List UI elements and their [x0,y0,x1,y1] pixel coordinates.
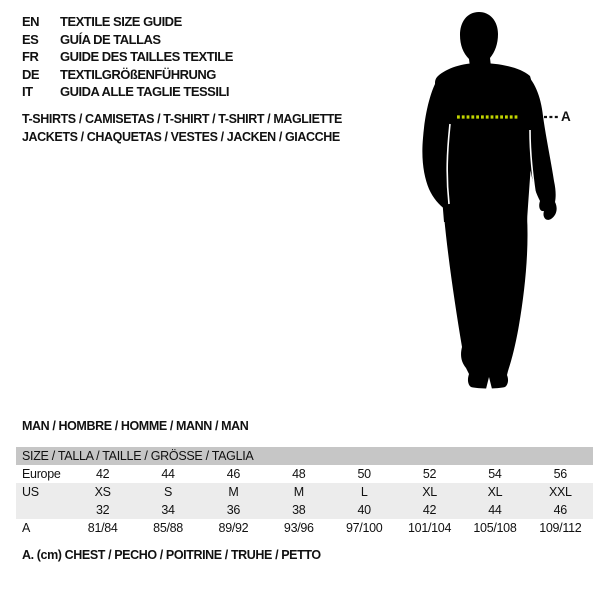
size-cell: 50 [357,467,371,481]
language-title: TEXTILGRÖßENFÜHRUNG [60,66,216,82]
size-cell: 52 [422,467,437,481]
language-row-it [22,83,233,101]
row-label: US [22,485,39,499]
size-table-header: SIZE / TALLA / TAILLE / GRÖSSE / TAGLIA [16,447,593,465]
size-cell: XS [94,485,111,499]
size-cell: M [228,485,239,499]
language-code: EN [22,14,40,29]
section-title-man: MAN / HOMBRE / HOMME / MANN / MAN [22,419,249,433]
language-row-de [22,66,233,84]
size-cell: 42 [422,503,437,517]
size-cell: XXL [548,485,572,499]
measurement-footnote: A. (cm) CHEST / PECHO / POITRINE / TRUHE / PETTO [22,548,321,562]
category-lines [22,110,342,146]
row-label: Europe [22,467,61,481]
size-cell: L [360,485,368,499]
category-line-tshirts: T-SHIRTS / CAMISETAS / T-SHIRT / T-SHIRT / MAGLIETTE [22,112,342,126]
language-row-es [22,31,233,49]
language-code: ES [22,31,39,47]
size-cell: M [293,485,304,499]
measurement-label-a: A [561,109,571,124]
size-cell: 89/92 [218,521,249,535]
language-code: FR [22,49,39,64]
language-row-en [22,13,233,31]
language-title: GUÍA DE TALLAS [60,31,161,47]
size-cell: 85/88 [153,521,183,535]
language-title: GUIDE DES TAILLES TEXTILE [60,49,233,64]
language-title: GUIDA ALLE TAGLIE TESSILI [60,84,230,99]
size-cell: 97/100 [345,521,383,535]
size-cell: 38 [292,503,306,517]
silhouette-legs [444,216,528,389]
size-table-header-row [16,447,593,465]
size-cell: 40 [357,503,371,517]
language-row-fr [22,48,233,66]
language-code: IT [22,84,33,99]
size-cell: 48 [292,467,306,481]
size-cell: 34 [161,503,175,517]
category-line-jackets: JACKETS / CHAQUETAS / VESTES / JACKEN / GIACCHE [22,130,340,144]
size-cell: 42 [96,467,110,481]
size-cell: 109/112 [539,521,582,535]
size-cell: 54 [488,467,502,481]
man-silhouette [410,0,580,400]
table-row-europe [16,465,593,483]
size-cell: 93/96 [283,521,314,535]
row-label [16,501,70,519]
size-cell: 101/104 [408,521,452,535]
language-list [22,13,233,101]
language-title: TEXTILE SIZE GUIDE [60,14,182,29]
size-cell: 32 [96,503,110,517]
size-cell: S [164,485,173,499]
silhouette-head [460,12,498,67]
size-cell: 56 [553,467,567,481]
size-cell: XL [422,485,437,499]
size-cell: 46 [226,467,241,481]
size-cell: 46 [553,503,567,517]
language-code: DE [22,66,40,82]
size-cell: XL [487,485,503,499]
table-row-us [16,483,593,501]
size-cell: 44 [161,467,175,481]
size-cell: 105/108 [473,521,517,535]
size-cell: 44 [488,503,502,517]
table-row-chest-a [16,519,593,537]
size-cell: 81/84 [87,521,118,535]
table-row-us-numeric [16,501,593,519]
size-cell: 36 [226,503,241,517]
row-label: A [22,521,31,535]
size-table [16,447,593,537]
